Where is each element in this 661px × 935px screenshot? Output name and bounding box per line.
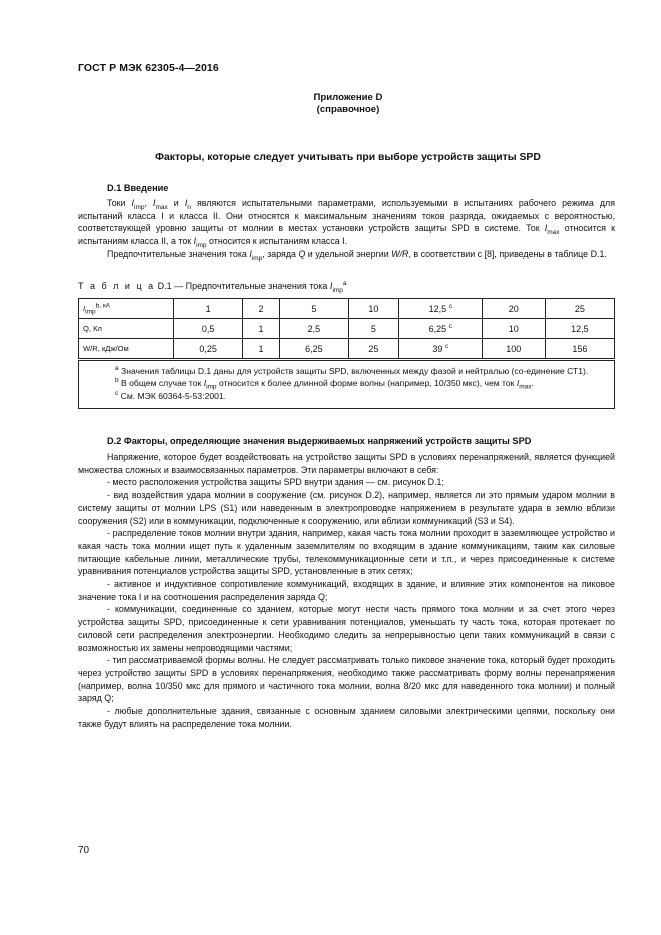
- table-cell: 1: [243, 339, 280, 360]
- list-item: - место расположения устройства защиты SPD внутри здания — см. рисунок D.1;: [107, 477, 444, 488]
- list-item: - распределение токов молнии внутри здания, например, какая часть тока молнии проходит в заземляющее устройство и какая часть тока молнии ищет путь к удаленным заземлителям по входящим в здание коммуникациям, таким как силовые питающие кабельные линии, металлические трубы, телекоммуникационные сети и т.п., и через присоединенные к системе уравнивания потенциалов устройства защиты SPD, установленные в этих сетях;: [78, 528, 615, 577]
- row-label-current: $I_{imp}^{b, кА}$: [79, 299, 174, 319]
- table-cell: 6,25 $^c$: [398, 319, 482, 339]
- table-row-current: [79, 299, 615, 319]
- d2-intro: Напряжение, которое будет воздействовать на устройство защиты SPD в условиях перенапряжений, является функцией множества сложных и взаимосвязанных параметров. Эти параметры включают в себя:: [78, 452, 615, 475]
- table-caption: Т а б л и ц а D.1 — Предпочтительные значения тока $I_{imp}^a$: [78, 280, 347, 294]
- table-cell: 12,5 $^c$: [398, 299, 482, 319]
- table-cell: 1: [174, 299, 243, 319]
- table-note-a: $^a$ Значения таблицы D.1 даны для устройств защиты SPD, включенных между фазой и нейтралью (со-единение СТ1).: [115, 365, 589, 376]
- table-row-charge: [79, 319, 615, 339]
- table-cell: 39 $^c$: [398, 339, 482, 360]
- table-notes: [79, 360, 615, 409]
- list-item: - тип рассматриваемой формы волны. Не следует рассматривать только пиковое значение тока, который будет проходить через устройство защиты SPD в условиях перенапряжения, необходимо также рассматривать форму волны перенапряжения (например, волна 10/350 мкс для прямого и частичного тока молнии, волна 8/20 мкс для наведенного тока молнии) и полный заряд Q;: [78, 655, 615, 704]
- page-number: 70: [78, 845, 90, 856]
- table-note-b: $^b$ В общем случае ток $I_{imp}$ относится к более длинной форме волны (например, 10/350 мкс), чем ток $I_{max}$.: [115, 377, 534, 392]
- annex-subtitle: (справочное): [316, 104, 380, 115]
- row-label-energy: W/R, кДж/Ом: [79, 339, 174, 360]
- list-item: - вид воздействия удара молнии в сооружение (см. рисунок D.2), например, является ли это прямым ударом молнии в систему защиты от молнии LPS (S1) или наведенным в электропроводке напряжением в результате удара в землю вблизи сооружения (S2) или в коммуникации, подключенные к сооружению, или вблизи коммуникаций (S3 и S4).: [78, 490, 615, 526]
- main-title: Факторы, которые следует учитывать при выборе устройств защиты SPD: [155, 152, 541, 163]
- table-cell: 25: [349, 339, 399, 360]
- d1-paragraph-1: Токи $I_{imp}$, $I_{max}$ и $I_n$ являются испытательными параметрами, используемыми в испытаниях рабочего режима для испытаний класса I и класса II. Они относятся к максимальным значениям токов разряда, ожидаемых с вероятностью, соответствующей уровню защиты от молнии в местах установки устройств защиты SPD в системе. Ток $I_{max}$ относится к испытаниям класса II, а ток $I_{imp}$ относится к испытаниям класса I.: [78, 198, 616, 249]
- list-item: - активное и индуктивное сопротивление коммуникаций, входящих в здание, и влияние этих компонентов на пиковое значение тока I и на соотношения распределения заряда Q;: [78, 579, 615, 602]
- table-cell: 6,25: [279, 339, 348, 360]
- table-cell: 12,5: [545, 319, 614, 339]
- section-d1-heading: D.1 Введение: [107, 183, 169, 193]
- d1-paragraph-2: Предпочтительные значения тока $I_{imp}$, заряда Q и удельной энергии W/R, в соответствии с [8], приведены в таблице D.1.: [107, 248, 607, 262]
- table-row-energy: [79, 339, 615, 360]
- table-cell: 10: [482, 319, 545, 339]
- row-label-charge: Q, Кл: [79, 319, 174, 339]
- table-cell: 100: [482, 339, 545, 360]
- table-cell: 0,5: [174, 319, 243, 339]
- section-d1-body: [78, 197, 615, 261]
- list-item: - коммуникации, соединенные со зданием, которые могут нести часть прямого тока молнии и за счет этого через устройства защиты SPD, присоединенные к сети уравнивания потенциалов, уменьшать ту часть тока, которая протекает по силовой сети распределения электроэнергии. Необходимо следить за непрерывностью цепи таких коммуникаций в связи с возможностью их замены непроводящими частями;: [78, 604, 615, 653]
- table-cell: 156: [545, 339, 614, 360]
- table-note-c: $^c$ См. МЭК 60364-5-53:2001.: [115, 389, 227, 401]
- annex-title: Приложение D: [313, 92, 383, 103]
- table-cell: 10: [349, 299, 399, 319]
- table-cell: 20: [482, 299, 545, 319]
- table-cell: 1: [243, 319, 280, 339]
- table-cell: 2: [243, 299, 280, 319]
- table-cell: 5: [279, 299, 348, 319]
- section-d2-heading: D.2 Факторы, определяющие значения выдерживаемых напряжений устройств защиты SPD: [107, 436, 532, 446]
- table-cell: 25: [545, 299, 614, 319]
- table-cell: 2,5: [279, 319, 348, 339]
- section-d2-body: [78, 451, 615, 730]
- table-notes-row: [79, 360, 615, 409]
- table-cell: 5: [349, 319, 399, 339]
- list-item: - любые дополнительные здания, связанные с основным зданием силовыми электрическими цепями, поскольку они также будут влиять на распределение тока молнии.: [78, 706, 615, 729]
- document-header: ГОСТ Р МЭК 62305-4—2016: [78, 62, 219, 74]
- table-d1: [78, 298, 615, 409]
- table-cell: 0,25: [174, 339, 243, 360]
